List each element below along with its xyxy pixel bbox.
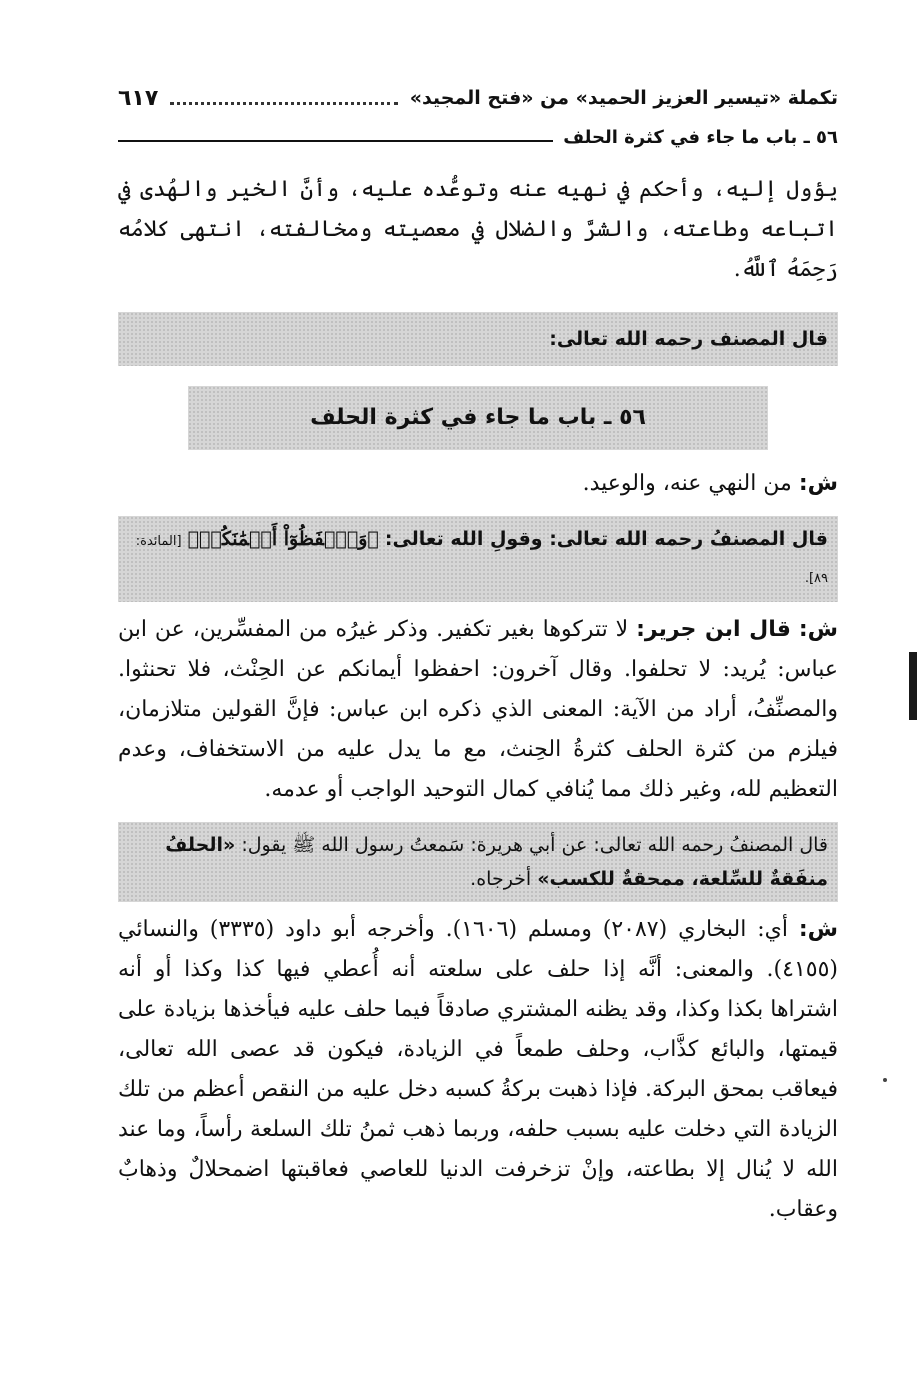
chapter-running-title: ٥٦ ـ باب ما جاء في كثرة الحلف — [563, 126, 838, 148]
page-number: ٦١٧ — [118, 85, 159, 111]
running-title: تكملة «تيسير العزيز الحميد» من «فتح المجيد» — [409, 87, 838, 109]
chapter-header — [118, 120, 838, 154]
hadith-heading: قال المصنفُ رحمه الله تعالى: عن أبي هريرة: سَمعتُ رسول الله ﷺ يقول: — [241, 834, 828, 856]
dotted-leader — [170, 92, 397, 105]
hadith-tail: أخرجاه. — [470, 868, 532, 890]
header-rule — [118, 132, 553, 142]
verse-reference: [المائدة: ٨٩]. — [135, 534, 828, 586]
author-note-text: قال المصنف رحمه الله تعالى: — [549, 328, 828, 350]
book-page — [118, 80, 838, 1230]
quote-heading: قال المصنفُ رحمه الله تعالى: وقولِ الله تعالى: — [384, 528, 828, 550]
commentary-paragraph — [118, 910, 838, 1230]
commentary-text: لا تتركوها بغير تكفير. وذكر غيرُه من المفسِّرين، عن ابن عباس: يُريد: لا تحلفوا. وقال آخرون: احفظوا أيمانكم عن الحِنْث، فلا تحنثوا. والمصنِّفُ، أراد من الآية: المعنى الذي ذكره ابن عباس: فإنَّ القولين متلازمان، فيلزم من كثرة الحلف كثرةُ الحِنث، مع ما يدل عليه من الاستخفاف، وعدم التعظيم لله، وغير ذلك مما يُنافي كمال التوحيد الواجب أو عدمه. — [118, 617, 838, 802]
sh-label: ش: — [798, 917, 839, 942]
quote-box-hadith — [118, 822, 838, 902]
chapter-title-box — [188, 386, 768, 450]
author-note-box — [118, 312, 838, 366]
quote-box-verse — [118, 516, 838, 602]
commentary-line — [118, 464, 838, 504]
chapter-title: ٥٦ ـ باب ما جاء في كثرة الحلف — [310, 405, 646, 430]
commentary-paragraph — [118, 610, 838, 810]
sh-label: ش: — [798, 471, 838, 496]
ibn-jarir-lead: قال ابن جرير: — [636, 617, 791, 642]
page-edge-mark — [909, 652, 917, 720]
scan-speck — [883, 1078, 887, 1082]
hadith-text: «الحلفُ منفَقةٌ للسِّلعة، ممحقةٌ للكسب» — [165, 834, 828, 890]
commentary-text: أي: البخاري (٢٠٨٧) ومسلم (١٦٠٦). وأخرجه أبو داود (٣٣٣٥) والنسائي (٤١٥٥). والمعنى: أنَّه إذا حلف على سلعته أنه أُعطي فيها كذا وكذا أو أنه اشتراها بكذا وكذا، وقد يظنه المشتري صادقاً فيما حلف عليه فيأخذها بزيادة على قيمتها، والبائع كذَّاب، وحلف طمعاً في الزيادة، فيكون قد عصى الله تعالى، فيعاقب بمحق البركة. فإذا ذهبت بركةُ كسبه دخل عليه من النقص أعظم من تلك الزيادة التي دخلت عليه بسبب حلفه، وربما ذهب ثمنُ تلك السلعة رأساً، وما عند الله لا يُنال إلا بطاعته، وإنْ تزخرفت الدنيا للعاصي فعاقبتها اضمحلالٌ وذهابٌ وعقاب. — [118, 917, 838, 1222]
paragraph-continuation: يؤول إليه، وأحكم في نهيه عنه وتوعُّده عليه، وأنَّ الخير والهُدى في اتباعه وطاعته، والشرَّ والضلال في معصيته ومخالفته، انتهى كلامُه رَحِمَهُ ٱللَّهُ. — [118, 177, 838, 282]
running-header — [118, 80, 838, 116]
quran-verse: ﴿وَٱحۡفَظُوٓاْ أَيۡمَٰنَكُمۡ﴾ — [187, 528, 379, 550]
sh-label: ش: — [798, 617, 838, 642]
commentary-text: من النهي عنه، والوعيد. — [582, 471, 792, 496]
